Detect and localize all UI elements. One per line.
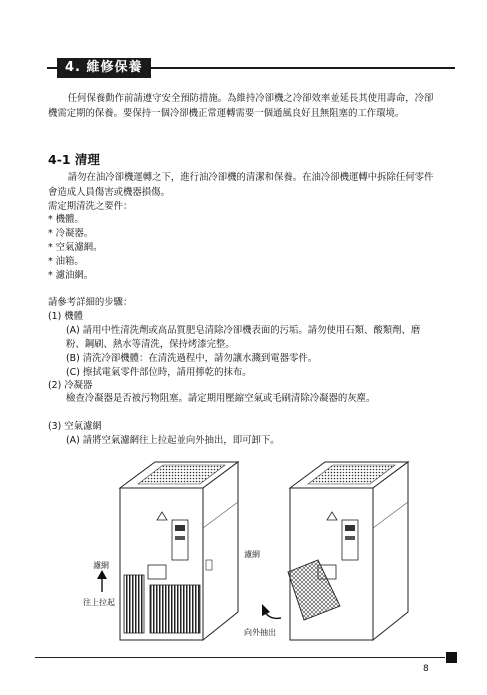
section-title: 4. 維修保養: [57, 58, 151, 78]
right-pull-out-label: 向外抽出: [244, 628, 276, 637]
part-item: * 冷凝器。: [48, 228, 94, 239]
left-chiller-unit: [97, 462, 238, 640]
right-filter-label: 濾網: [244, 550, 260, 559]
left-filter-label: 濾網: [93, 561, 109, 570]
intro-paragraph: 任何保養動作前請遵守安全預防措施。為維持冷卻機之冷卻效率並延長其使用壽命，冷卻機需定期的保養。要保持一個冷卻機正常運轉需要一個通風良好且無阻塞的工作環境。: [48, 93, 434, 119]
step3-title: (3) 空氣濾網: [48, 421, 102, 432]
page-number: 8: [423, 664, 429, 674]
part-item: * 油箱。: [48, 256, 84, 267]
part-item: * 機體。: [48, 214, 84, 225]
footer-marker: [446, 652, 457, 663]
step1-c: (C) 擦拭電氣零件部位時，請用擰乾的抹布。: [66, 367, 252, 378]
cleaning-paragraph: 請勿在油冷卻機運轉之下，進行油冷卻機的清潔和保養。在油冷卻機運轉中拆除任何零件會造成人員傷害或機器損傷。: [48, 172, 434, 198]
steps-intro: 請參考詳細的步驟：: [48, 297, 133, 308]
part-item: * 空氣濾網。: [48, 242, 103, 253]
step2-title: (2) 冷凝器: [48, 380, 93, 391]
step1-title: (1) 機體: [48, 311, 84, 322]
step1-b: (B) 清洗冷卻機體：在清洗過程中，請勿讓水濺到電器零件。: [66, 353, 318, 364]
step3-a: (A) 請將空氣濾網往上拉起並向外抽出，即可卸下。: [66, 435, 280, 446]
subsection-heading: 4-1 清理: [48, 152, 100, 167]
footer-rule: [35, 657, 445, 658]
step2-text: 檢查冷凝器是否被污物阻塞。請定期用壓縮空氣或毛刷清除冷凝器的灰塵。: [66, 393, 376, 404]
parts-intro: 需定期清洗之要件：: [48, 201, 133, 212]
part-item: * 濾油網。: [48, 270, 94, 281]
step1-a: (A) 請用中性清洗劑或高品質肥皂清除冷卻機表面的污垢。請勿使用石類、酸類劑、磨粉、鋼刷、熱水等清洗，保持烤漆完整。: [66, 325, 421, 350]
right-chiller-unit: [262, 462, 408, 640]
left-pull-up-label: 往上拉起: [83, 598, 115, 607]
